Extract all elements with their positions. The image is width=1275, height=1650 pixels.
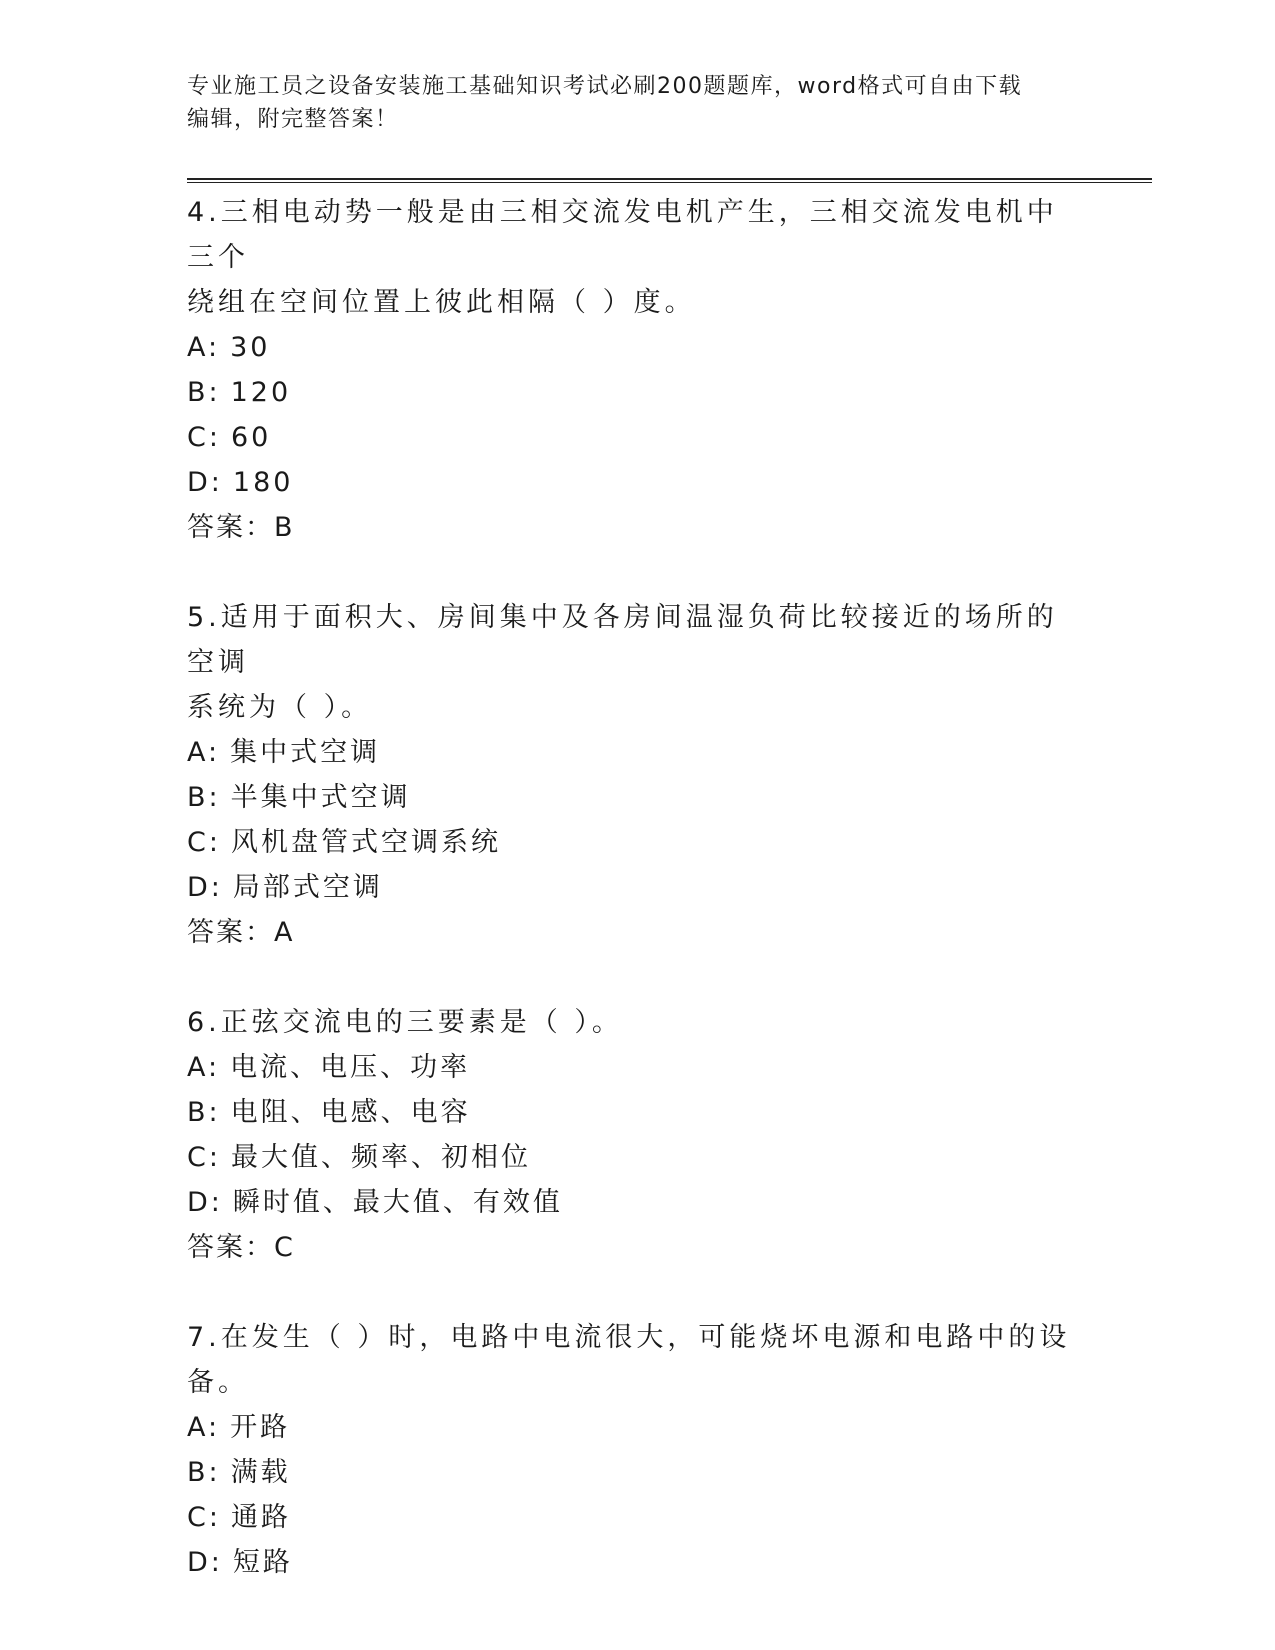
option-key: C: (187, 1142, 221, 1173)
option-text: 30 (230, 332, 271, 363)
option-key: B: (187, 1097, 221, 1128)
option-text: 局部式空调 (232, 872, 383, 903)
option-key: D: (187, 1547, 223, 1578)
option-key: A: (187, 737, 221, 768)
question-spacer (187, 1270, 1077, 1315)
option-d (187, 865, 1077, 910)
question-text: 6.正弦交流电的三要素是（ ）。 (187, 1007, 623, 1038)
question-spacer (187, 955, 1077, 1000)
option-a (187, 1045, 1077, 1090)
header-divider-thick (187, 178, 1152, 180)
header-line-2: 编辑，附完整答案！ (187, 107, 399, 132)
option-text: 短路 (232, 1547, 293, 1578)
option-c (187, 415, 1077, 460)
option-key: B: (187, 782, 221, 813)
question-text: 7.在发生（ ）时，电路中电流很大，可能烧坏电源和电路中的设备。 (187, 1322, 1071, 1398)
question-text: 4.三相电动势一般是由三相交流发电机产生，三相交流发电机中三个 (187, 197, 1058, 273)
option-key: C: (187, 827, 221, 858)
header-line-1: 专业施工员之设备安装施工基础知识考试必刷200题题库，word格式可自由下载 (187, 74, 1023, 99)
question-text-continued: 绕组在空间位置上彼此相隔（ ）度。 (187, 287, 696, 318)
option-c (187, 1135, 1077, 1180)
option-text: 最大值、频率、初相位 (230, 1142, 531, 1173)
option-key: C: (187, 422, 221, 453)
option-key: A: (187, 1052, 221, 1083)
document-header (187, 70, 1077, 136)
option-key: B: (187, 377, 221, 408)
option-a (187, 1405, 1077, 1450)
answer-line: 答案：C (187, 1232, 295, 1263)
option-key: A: (187, 1412, 221, 1443)
option-text: 瞬时值、最大值、有效值 (232, 1187, 563, 1218)
option-key: D: (187, 1187, 223, 1218)
option-a (187, 730, 1077, 775)
option-b (187, 1450, 1077, 1495)
question-6 (187, 1000, 1077, 1270)
answer-line: 答案：A (187, 917, 295, 948)
answer-line: 答案：B (187, 512, 295, 543)
option-text: 集中式空调 (230, 737, 381, 768)
option-key: D: (187, 467, 223, 498)
option-a (187, 325, 1077, 370)
option-key: C: (187, 1502, 221, 1533)
question-7 (187, 1315, 1077, 1585)
option-text: 半集中式空调 (230, 782, 411, 813)
question-4 (187, 190, 1077, 550)
option-text: 120 (230, 377, 292, 408)
question-5 (187, 595, 1077, 955)
option-text: 60 (230, 422, 272, 453)
option-d (187, 460, 1077, 505)
option-text: 开路 (230, 1412, 291, 1443)
option-text: 电阻、电感、电容 (230, 1097, 471, 1128)
question-text-continued: 系统为（ ）。 (187, 692, 373, 723)
option-key: B: (187, 1457, 221, 1488)
option-text: 180 (232, 467, 294, 498)
option-text: 通路 (230, 1502, 291, 1533)
option-c (187, 820, 1077, 865)
option-c (187, 1495, 1077, 1540)
option-text: 满载 (230, 1457, 291, 1488)
question-list (187, 190, 1077, 1585)
question-spacer (187, 550, 1077, 595)
option-text: 风机盘管式空调系统 (230, 827, 501, 858)
option-b (187, 370, 1077, 415)
option-key: D: (187, 872, 223, 903)
option-b (187, 775, 1077, 820)
option-b (187, 1090, 1077, 1135)
option-d (187, 1180, 1077, 1225)
option-key: A: (187, 332, 221, 363)
question-text: 5.适用于面积大、房间集中及各房间温湿负荷比较接近的场所的空调 (187, 602, 1058, 678)
header-divider-thin (187, 182, 1152, 183)
option-d (187, 1540, 1077, 1585)
option-text: 电流、电压、功率 (230, 1052, 471, 1083)
